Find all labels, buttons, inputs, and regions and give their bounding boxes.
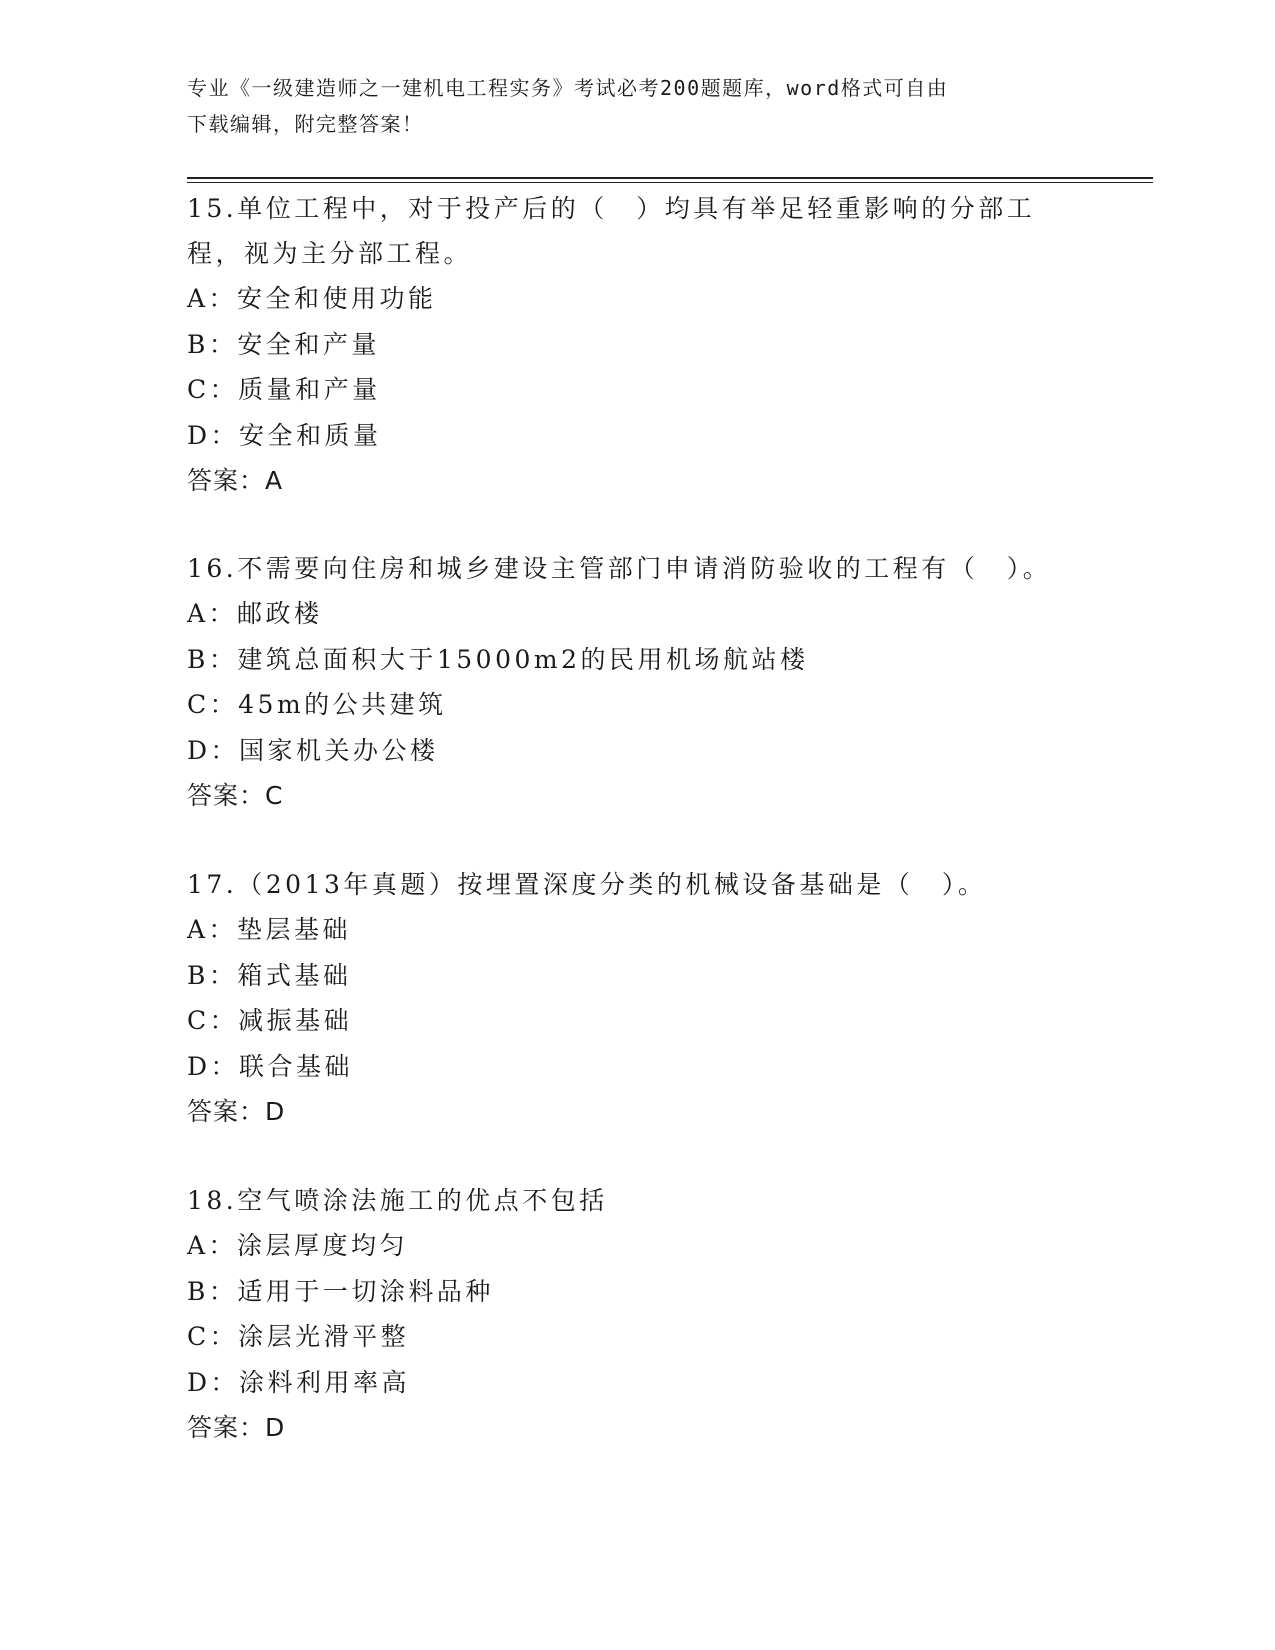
header-divider-thick	[187, 177, 1153, 179]
header-line-1: 专业《一级建造师之一建机电工程实务》考试必考200题题库，word格式可自由	[187, 76, 949, 100]
option-a: A：垫层基础	[187, 915, 352, 944]
answer: 答案：C	[187, 781, 284, 810]
option-b: B：建筑总面积大于15000m2的民用机场航站楼	[187, 644, 809, 674]
question-16	[187, 546, 1087, 818]
option-d: D：国家机关办公楼	[187, 735, 439, 765]
header-line-2: 下载编辑，附完整答案！	[187, 112, 424, 136]
document-header	[187, 70, 1067, 142]
header-divider-thin	[187, 182, 1153, 183]
option-d: D：涂料利用率高	[187, 1367, 411, 1397]
option-c: C：45m的公共建筑	[187, 690, 447, 719]
answer: 答案：D	[187, 1413, 286, 1442]
question-text: 15.单位工程中，对于投产后的（ ）均具有举足轻重影响的分部工程，视为主分部工程。	[187, 194, 1036, 268]
answer: 答案：D	[187, 1097, 286, 1126]
option-a: A：涂层厚度均匀	[187, 1231, 409, 1260]
question-17	[187, 862, 1087, 1134]
option-a: A：安全和使用功能	[187, 284, 437, 313]
option-c: C：减振基础	[187, 1006, 353, 1035]
question-15	[187, 186, 1087, 503]
option-d: D：联合基础	[187, 1051, 354, 1081]
question-text: 18.空气喷涂法施工的优点不包括	[187, 1186, 608, 1215]
answer: 答案：A	[187, 466, 284, 495]
question-text: 16.不需要向住房和城乡建设主管部门申请消防验收的工程有（ ）。	[187, 554, 1052, 583]
option-b: B：安全和产量	[187, 329, 380, 359]
option-b: B：适用于一切涂料品种	[187, 1276, 494, 1306]
option-d: D：安全和质量	[187, 420, 382, 450]
option-c: C：质量和产量	[187, 375, 381, 404]
option-c: C：涂层光滑平整	[187, 1322, 410, 1351]
question-18	[187, 1178, 1087, 1450]
option-b: B：箱式基础	[187, 960, 352, 990]
option-a: A：邮政楼	[187, 599, 323, 628]
question-text: 17.（2013年真题）按埋置深度分类的机械设备基础是（ ）。	[187, 870, 987, 899]
